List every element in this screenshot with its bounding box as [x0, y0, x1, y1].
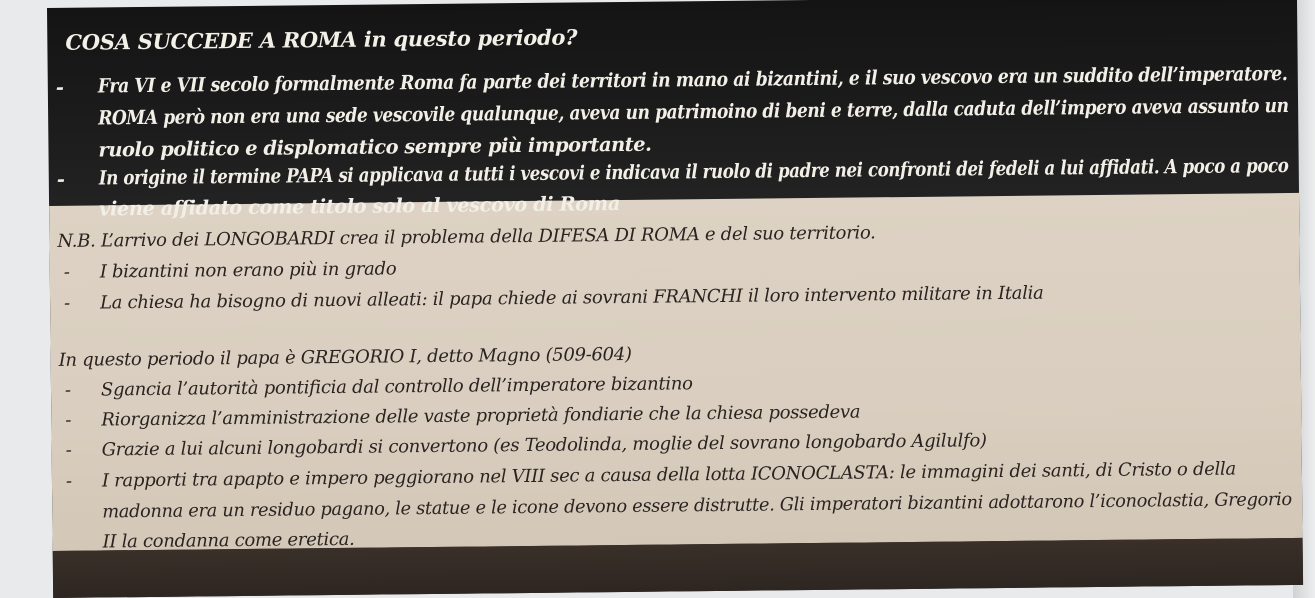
bullet-dash: -	[63, 261, 70, 283]
gregorio-line: In questo periodo il papa è GREGORIO I, detto Magno (509-604)	[58, 343, 632, 371]
intro-line: In origine il termine PAPA si applicava a tutti i vescovi e indicava il ruolo di padre nei confronti dei fedeli a lui affidati. A poco a poco	[98, 154, 1289, 190]
gregorio-bullet: II la condanna come eretica.	[102, 528, 355, 553]
bullet-dash: -	[63, 292, 71, 314]
gregorio-bullet: madonna era un residuo pagano, le statue e le icone devono essere distrutte. Gli imperatori bizantini adottarono l’iconoclastia, Gregorio	[102, 488, 1293, 523]
bullet-dash: -	[65, 470, 72, 492]
bullet-dash: -	[65, 439, 72, 461]
nb-bullet: La chiesa ha bisogno di nuovi alleati: il papa chiede ai sovrani FRANCHI il loro intervento militare in Italia	[99, 282, 1044, 314]
intro-line: ruolo politico e displomatico sempre più importante.	[98, 132, 652, 162]
intro-line: viene affidato come titolo solo al vescovo di Roma	[98, 192, 621, 221]
bullet-dash: -	[56, 167, 65, 191]
gregorio-bullet: Sgancia l’autorità pontificia dal controllo dell’imperatore bizantino	[100, 373, 693, 401]
slide-title: COSA SUCCEDE A ROMA in questo periodo?	[65, 24, 578, 55]
bullet-dash: -	[55, 75, 64, 99]
nb-line: N.B. L’arrivo dei LONGOBARDI crea il problema della DIFESA DI ROMA e del suo territorio.	[57, 222, 876, 252]
gregorio-bullet: I rapporti tra apapto e impero peggiorano nel VIII sec a causa della lotta ICONOCLASTA: le immagini dei santi, di Cristo o della	[101, 458, 1236, 492]
intro-line: Fra VI e VII secolo formalmente Roma fa parte dei territori in mano ai bizantini, e il suo vescovo era un suddito dell’imperatore.	[97, 62, 1288, 98]
bullet-dash: -	[64, 379, 71, 401]
gregorio-bullet: Grazie a lui alcuni longobardi si convertono (es Teodolinda, moglie del sovrano longobardo Agilulfo)	[101, 430, 987, 461]
nb-bullet: I bizantini non erano più in grado	[99, 258, 397, 283]
intro-line: ROMA però non era una sede vescovile qualunque, aveva un patrimoino di beni e terre, dalla caduta dell’impero aveva assunto un	[98, 94, 1289, 130]
bullet-dash: -	[65, 409, 72, 431]
gregorio-bullet: Riorganizza l’amministrazione delle vaste proprietà fondiarie che la chiesa possedeva	[101, 401, 861, 431]
projected-slide	[47, 0, 1303, 598]
